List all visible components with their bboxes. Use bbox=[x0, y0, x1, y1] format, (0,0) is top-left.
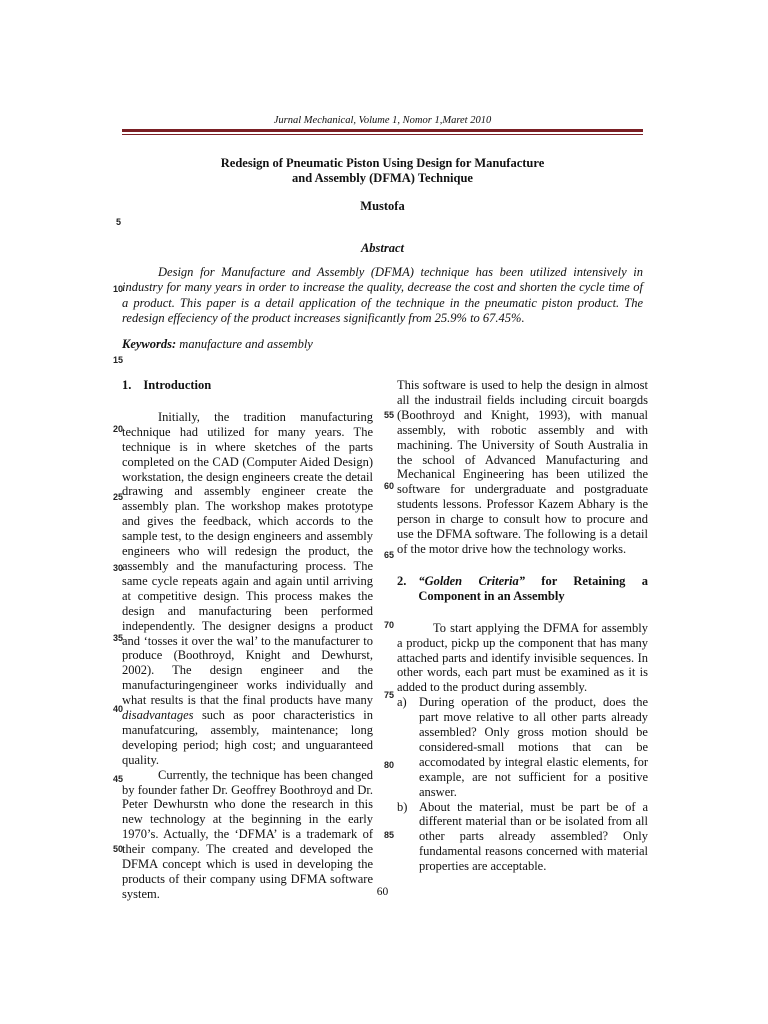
paper-title bbox=[122, 156, 643, 186]
criteria-item-b bbox=[397, 800, 648, 875]
keywords-text: manufacture and assembly bbox=[179, 337, 313, 351]
line-number: 35 bbox=[113, 633, 124, 643]
abstract-text: Design for Manufacture and Assembly (DFMA) technique has been utilized intensively in industry for many years in order to increase the quality, decrease the cost and shorten the cycle time of a product. This paper is a detail application of the technique in the pneumatic piston product. The redesign effeciency of the product increases significantly from 25.9% to 67.45%. bbox=[122, 265, 643, 326]
list-text: During operation of the product, does the part move relative to all other parts already assembled? Only gross motion should be considered-small motions that can be accomodated by integral elastic elements, for example, are not sufficient for a positive answer. bbox=[419, 695, 648, 799]
section-number: 1. bbox=[122, 378, 132, 392]
keywords-label: Keywords: bbox=[122, 337, 177, 351]
section-heading-introduction bbox=[122, 378, 373, 393]
criteria-item-a bbox=[397, 695, 648, 799]
title-line-2: and Assembly (DFMA) Technique bbox=[292, 171, 473, 185]
line-number: 70 bbox=[384, 620, 395, 630]
line-number: 55 bbox=[384, 410, 395, 420]
line-number: 30 bbox=[113, 563, 124, 573]
section-title: “Golden Criteria” for Retaining a Component in an Assembly bbox=[418, 573, 648, 603]
header-rule-thin bbox=[122, 134, 643, 135]
line-number: 60 bbox=[384, 481, 395, 491]
left-column bbox=[122, 378, 373, 902]
page-number: 60 bbox=[376, 886, 389, 898]
line-number: 45 bbox=[113, 774, 124, 784]
list-marker: a) bbox=[397, 695, 407, 710]
line-number: 75 bbox=[384, 690, 395, 700]
right-column bbox=[397, 378, 648, 874]
line-number: 85 bbox=[384, 830, 395, 840]
software-paragraph: This software is used to help the design in almost all the industrail fields including circuit boargds (Boothroyd and Knight, 1993), with manual assembly, with robotic assembly and with machining. The University of South Australia in the school of Advanced Manufacturing and Mechanical Engineering has been utilized the software for undergraduate and postgraduate students lessons. Professor Kazem Abhary is the person in charge to consult how to procure and use the DFMA software. The following is a detail of the motor drive how the technology works. bbox=[397, 378, 648, 556]
line-number: 50 bbox=[113, 844, 124, 854]
section-heading-golden-criteria bbox=[397, 574, 648, 604]
keywords bbox=[122, 337, 643, 352]
line-number: 5 bbox=[116, 217, 122, 227]
line-number: 65 bbox=[384, 550, 395, 560]
line-number: 40 bbox=[113, 704, 124, 714]
abstract-heading: Abstract bbox=[360, 241, 405, 255]
header-rule bbox=[122, 129, 643, 132]
author-name: Mustofa bbox=[360, 199, 405, 213]
introduction-paragraph-2: Currently, the technique has been changed by founder father Dr. Geoffrey Boothroyd and Dr. Peter Dewhurstn who done the research in this new technology at the beginning in the early 1970’s. Actually, the ‘DFMA’ is a trademark of their company. The created and developed the DFMA concept which is used in developing the products of their company using DFMA software system. bbox=[122, 767, 373, 901]
running-header: Jurnal Mechanical, Volume 1, Nomor 1,Maret 2010 bbox=[273, 115, 492, 126]
emphasis-disadvantages: disadvantages bbox=[122, 708, 194, 723]
dfma-paragraph: To start applying the DFMA for assembly a product, pickp up the component that has many attached parts and identify invisible sequences. In other words, each part must be examined as it is added to the product during assembly. bbox=[397, 620, 648, 695]
line-number: 10 bbox=[113, 284, 124, 294]
line-number: 20 bbox=[113, 424, 124, 434]
title-line-1: Redesign of Pneumatic Piston Using Design for Manufacture bbox=[220, 156, 545, 170]
list-text: About the material, must be part be of a different material than or be isolated from all other parts already assembled? Only fundamental reasons concerned with material properties are acceptable. bbox=[419, 799, 648, 874]
line-number: 80 bbox=[384, 760, 395, 770]
section-number: 2. bbox=[397, 573, 407, 588]
introduction-paragraph-1: Initially, the tradition manufacturing technique had utilized for many years. The technique is in where sketches of the parts completed on the CAD (Computer Aided Design) workstation, the design engineers create the detail drawing and assembly engineer create the assembly plan. The workshop makes prototype and gives the feedback, which accords to the sample test, to the design engineers and assembly engineers who will redesign the product, the assembly and the manufacturing process. The same cycle repeats again and again until arriving at competitive design. This process makes the design and manufacturing been performed independently. The designer designs a product and ‘tosses it over the wal’ to the manufacturer to produce (Boothroyd, Knight and Dewhurst, 2002). The design engineer and the manufacturingengineer works individually and what results is that the final products have many disadvantages such as poor characteristics in manufatcuring, assembly, maintenance; long developing period; high cost; and unguaranteed quality. bbox=[122, 409, 373, 767]
line-number: 15 bbox=[113, 355, 124, 365]
list-marker: b) bbox=[397, 799, 408, 814]
line-number: 25 bbox=[113, 492, 124, 502]
section-title: Introduction bbox=[143, 378, 212, 392]
